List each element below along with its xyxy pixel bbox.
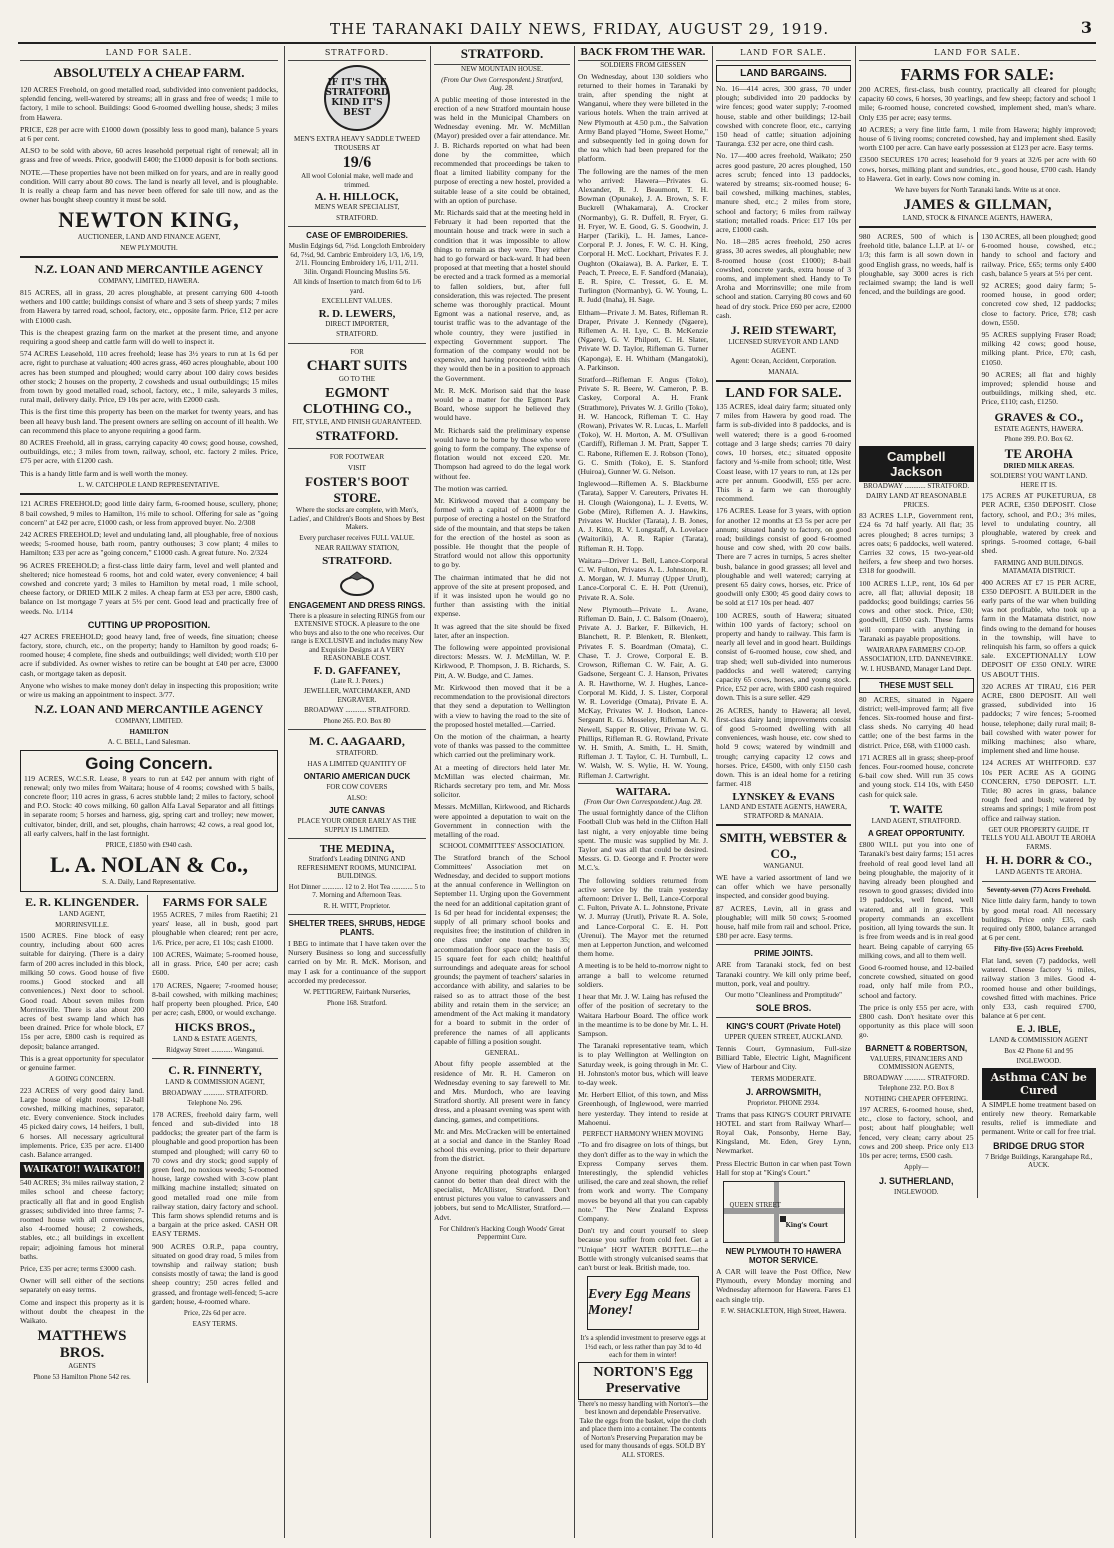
ad-text: Price, £35 per acre; terms £3000 cash.: [20, 1264, 136, 1274]
ad-text: It's a splendid investment to preserve eggs at 1½d each, or less rather than pay 3d to 4d each for them in winter!: [580, 1334, 706, 1360]
ad-text: Come and inspect this property as it is without doubt the cheapest in the Waikato.: [20, 1297, 145, 1326]
firm-phone: Box 42 Phone 61 and 95: [1004, 1046, 1074, 1055]
article-text: "To and fro disagree on lots of things, but they don't differ as to the way in which the Express Company serves them. Interestingly, the splendid vehicles utilised, the care and zeal shown, the relief from work and worry. The Company moves be beyond all that you can capably note." The New Zealand Express Company.: [578, 1140, 708, 1224]
article-text: The following were appointed provisional directors: Messrs. W. J. McMillan, W. P. Kirkwood, P. Thompson, J. B. Richards, S. Pitt, A. W. Budge, and C. James.: [434, 643, 570, 680]
ad-text: FIT, STYLE, AND FINISH GUARANTEED.: [292, 417, 422, 426]
signature: F. W. SHACKLETON, High Street, Hawera.: [720, 1306, 847, 1315]
firm-name: Campbell Jackson: [859, 446, 974, 482]
firm-name: J. REID STEWART,: [730, 323, 837, 338]
ad-text: Anyone who wishes to make money don't delay in inspecting this proposition; write or wire us making an appointment to inspect. 3/77.: [20, 680, 278, 699]
ad-text: We have buyers for North Taranaki lands. Write us at once.: [894, 186, 1061, 195]
ad-text: 427 ACRES FREEHOLD; good heavy land, free of weeds, fine situation; cheese factory, store, church, etc., on the property; handy to Hamilton by good roads; 6-roomed house; 4 complete, fine sheds and outbuildings; well divided; worth £10 per acre if subdivided. As owner wishes to retire can be bought at £40 per acre, £3000 cash, or mortgage taken as deposit.: [20, 631, 278, 678]
ad-text: Trams that pass KING'S COURT PRIVATE HOTEL and start from Railway Wharf—Royal Oak, Ponsonby, Herne Bay, Kingsland, Mt. Eden, Grey Lynn, Newmarket.: [716, 1109, 851, 1156]
ad-text: VISIT: [348, 463, 366, 472]
column-heading: LAND FOR SALE.: [20, 46, 278, 61]
firm-subtitle: LAND, STOCK & FINANCE AGENTS, HAWERA,: [902, 213, 1053, 222]
ad-text: 223 ACRES of very good dairy land. Large house of eight rooms; 12-ball cowshed, milking machines, separator, etc. Every convenience. Stock includes 45 picked dairy cows, 14 heifers, 1 bull, 6 horses. All necessary agricultural implements. Price, £35 per acre. £1400 cash. Balance arranged.: [20, 1085, 145, 1160]
firm-subtitle: LICENSED SURVEYOR AND LAND AGENT.: [728, 338, 839, 355]
article-text: Mr. Richards said the preliminary expense would have to be borne by those who were going to form the company. The expense of flotation would not exceed £20. Mr. Thompson had agreed to do the legal work without fee.: [434, 425, 570, 481]
firm-subtitle: AGENTS: [68, 1362, 96, 1371]
firm-name: N.Z. LOAN AND MERCANTILE AGENCY: [34, 702, 264, 717]
firm-subtitle: LAND AND ESTATE AGENTS, HAWERA, STRATFORD & MANAIA.: [720, 803, 847, 820]
firm-name: BRIDGE DRUG STOR: [993, 1140, 1085, 1151]
firm-subtitle: LAND & COMMISSION AGENT,: [165, 1078, 265, 1087]
firm-phone: Phone 168. Stratford.: [327, 998, 387, 1007]
firm-town: NEW PLYMOUTH.: [120, 243, 178, 252]
firm-town: INGLEWOOD.: [1016, 1057, 1061, 1066]
ad-text: No. 16—414 acres, 300 grass, 70 under plough; subdivided into 20 paddocks by wire fences; good water supply; 7-roomed house, stable and other buildings; 12-bail cowshed with concrete floor, etc., carrying 150 head of cattle; situation adjoining Tauranga. £32 per acre, one third cash.: [716, 84, 851, 149]
firm-subtitle: LAND & COMMISSION AGENT: [989, 1036, 1088, 1045]
ad-title: NOTHING CHEAPER OFFERING.: [864, 1094, 968, 1103]
ad-title: CASE OF EMBROIDERIES.: [306, 231, 408, 240]
ad-text: Where the stocks are complete, with Men's, Ladies', and Children's Boots and Shoes by Best Makers.: [289, 506, 425, 531]
ad-text: All wool Colonial make, well made and trimmed.: [301, 172, 413, 189]
signature: W. I. HUSBAND, Manager Land Dept.: [860, 665, 972, 674]
firm-name: J. ARROWSMITH,: [745, 1087, 822, 1098]
firm-name: T. WAITE: [889, 801, 943, 816]
firm-name: N.Z. LOAN AND MERCANTILE AGENCY: [34, 262, 264, 277]
ad-price: PRICE, £1850 with £940 cash.: [105, 841, 193, 850]
article-text: The motion was carried.: [434, 483, 508, 493]
firm-name: GRAVES & CO.,: [994, 409, 1083, 424]
article-text: Inglewood—Riflemen A. S. Blackburne (Tarata), Sapper V. Careuters, Privates H. H. Clough (Waiongona), L. J. Evetts, W. Gobe (Mire), Riflemen A. J. Hawkins, Privates W. Huckler (Tarata), J. B. Jones, A. J. Kitto, R. V. Longstaff, A. Lovelace (Waitoriki), A. R. Rapier (Tarata), Rifleman R. H. Topp.: [578, 479, 708, 553]
article-text: The Stratford branch of the School Committees' Association met on Wednesday, and decided to support motions at the annual conference in Wellington on September 11. Urging upon the Government the need for an additional capitation grant of 1s 6d per head for incidental expenses; the supply of all primary school books and requisites free; the institution of children in one class under one teacher to 35; accommodation floor space on the basis of 15 square feet for each child; healthful surroundings and adequate areas for school grounds; the payment of teachers' salaries in accordance with ability, and salaries to be raised so as to attract those of the best ability and retain them in the service; an amendment of the Act making it mandatory for a board to submit in the order of preference the names of all applicants capable of filling a position sought.: [434, 852, 570, 1046]
ad-text: TERMS MODERATE.: [751, 1074, 816, 1083]
ad-text: 130 ACRES, all been ploughed; good 6-roomed house, cowshed, etc.; handy to school and factory and railway. Price, £65; terms only £400 cash, balance 5 years at 5½ per cent.: [981, 232, 1096, 278]
ad-text: This is the first time this property has been on the market for twenty years, and has been all heavy bush land. The present owners are selling on account of ill health. We can recommend this place to anyone requiring a good farm.: [20, 407, 278, 435]
firm-name: BARNETT & ROBERTSON,: [865, 1043, 968, 1053]
ad-price: 19/6: [342, 154, 372, 171]
article-text: Mr. Kirkwood moved that a company be formed with a capital of £4000 for the purpose of erecting a hostel on the Stratford side of the mountain, and that steps be taken for the erection of the hostel as soon as possible. He thought that the people of Stratford would not allow this opportunity to go by.: [434, 496, 570, 570]
ad-text: 83 ACRES L.I.P., Government rent, £24 6s 7d half yearly. All flat; 35 acres ploughed; 8 acres turnips; 3 acres oats; 6 paddocks, well watered. Carries 32 cows, 15 two-year-old heifers, a few sheep and two horses. £318 for goodwill.: [859, 511, 974, 576]
column-land-for-sale-1: [20, 46, 278, 1538]
firm-subtitle: LAND AGENT,: [59, 910, 105, 919]
street: [774, 1182, 779, 1242]
firm-address: BROADWAY ............ STRATFORD.: [863, 481, 970, 490]
ad-text: 980 ACRES, 500 of which is freehold title, balance L.I.P. at 1/- or 1/3; this farm is all sown down in good English grass, no weeds, half is ploughable, say 3000 acres is rich reclaimed swamp; the land is well fenced, and the buildings are good.: [859, 232, 974, 297]
ad-text: NEAR RAILWAY STATION,: [315, 544, 399, 552]
ad-text: 400 ACRES AT £7 15 PER ACRE, £350 DEPOSIT. A BUILDER in the early parts of the war when building was not profitable, who took up a farm in the Matamata district, now finds owing to the demand for houses in the township, will have to relinquish his farm, so offers a quick sale. EXCEPTIONALLY LOW DEPOSIT OF £350 ONLY. WIRE US ABOUT THIS.: [981, 577, 1096, 679]
subheading: PERFECT HARMONY WHEN MOVING: [582, 1129, 704, 1138]
article-text: Mr. R. McK. Morison said that the lease would be a matter for the Egmont Park Board, whose support he believed they would have.: [434, 385, 570, 423]
ad-text: A CAR will leave the Post Office, New Plymouth, every Monday morning and Wednesday afternoon for Hawera. Fares £1 each single trip.: [716, 1266, 851, 1304]
firm-town: HAMILTON: [129, 727, 169, 736]
article-text: Messrs. McMillan, Kirkwood, and Richards were appointed a deputation to wait on the Government in connection with the metalling of the road.: [434, 802, 570, 839]
column-heading: LAND FOR SALE.: [716, 46, 851, 61]
ad-text: 178 ACRES, freehold dairy farm, well fenced and sub-divided into 18 paddocks; the greater part of the farm is ploughable and good proportion has been stumped and ploughed; will carry 60 to 70 cows and dry stock; good supply of green feed, no noxious weeds; 5-roomed house, large cowshed with 3-cow plant milking machine installed; situated on good metalled road one mile from railway station, dairy factory and school. This farm shows splendid returns and is a bargain at the price asked. CASH OR EASY TERMS.: [152, 1109, 278, 1239]
firm-name: E. J. IBLE,: [1016, 1024, 1061, 1035]
ad-text: ALSO:: [346, 793, 368, 802]
column-stratford-news: [434, 46, 570, 1538]
firm-subtitle: S. A. Daily, Land Representative.: [102, 877, 196, 886]
ad-title: FARMS FOR SALE:: [900, 65, 1055, 84]
article-text: The chairman intimated that he did not approve of the site at present proposed, and if it was insisted upon he would go no further than assisting with the initial expense.: [434, 572, 570, 619]
subheading: NEW MOUNTAIN HOUSE.: [461, 65, 543, 73]
ad-title: SHELTER TREES, SHRUBS, HEDGE PLANTS.: [288, 919, 426, 937]
ad-text: 1500 ACRES. Fine block of easy country, including about 600 acres suitable for dairying. (There is a dairy farm of 200 acres included in this block, milking 50 cows. Good house of five rooms.) Good stocked and all conveniences.) Next door to school. Good road. About seven miles from Morrinsville. There is also about 200 acres of best swamp land which has been drained. Price for whole block, £7 15s per acre, £800 cash is required as deposit; balance arranged.: [20, 931, 145, 1051]
farms-for-sale-ad: [152, 895, 278, 1383]
firm-name: C. R. FINNERTY,: [168, 1063, 262, 1078]
firm-subtitle: AUCTIONEER, LAND AND FINANCE AGENT,: [77, 233, 221, 242]
ad-text: Muslin Edgings 6d, 7½d. Longcloth Embroidery 6d, 7½d, 9d. Cambric Embroidery 1/3, 1/6, 1/9, 2/11. Flouncing Embroidery 1/6, 1/11, 2/11. 3ilin. Organdi Flouncing Muslins 5/6.: [288, 242, 426, 276]
firm-name: EGMONT CLOTHING CO.,: [302, 385, 412, 417]
firm-name: NEWTON KING,: [58, 207, 240, 233]
ad-text: No. 17—400 acres freehold, Waikato; 250 acres good pasture, 20 acres ploughed, 150 acres scrub; fenced into 13 paddocks, watered by streams; six-roomed house; 6-bail cowshed, milking machines, stables, manure shed, etc.; 2 miles from store, school and factory; 6 miles from railway station; metalled roads. Price: £17 10s per acre, £1000 cash.: [716, 151, 851, 235]
ad-text: Tennis Court, Gymnasium, Full-size Billiard Table, Electric Light, Magnificent View of Harbour and City.: [716, 1043, 851, 1072]
ad-text: Press Electric Button in car when past Town Hall for stop at "King's Court.": [716, 1158, 851, 1177]
article-text: The following soldiers returned from active service by the train yesterday afternoon: Driver L. Bell, Lance-Corporal C. Fulton, Private A. L. Johnstone, Private W. J. Murray (Urutl), Private R. A. Sole, and Lance-Corporal C. E. H. Pott (Urenui). The Mayor met the returned men at Lepperton Junction, and welcomed them home.: [578, 875, 708, 959]
ad-text: EXCELLENT VALUES.: [321, 297, 393, 305]
ad-title: TE AROHA: [1004, 445, 1073, 461]
ad-text: Every purchaser receives FULL VALUE.: [299, 533, 415, 542]
ad-text: This is a handy little farm and is well worth the money.: [20, 468, 188, 478]
column-heading: STRATFORD.: [288, 46, 426, 61]
subheading: FARMING AND BUILDINGS. MATAMATA DISTRICT.: [993, 558, 1084, 576]
firm-town: WANGANUI.: [763, 862, 804, 871]
signature: W. PETTIGREW, Fairbank Nurseries,: [303, 988, 411, 997]
ad-text: 135 ACRES, ideal dairy farm; situated only 7 miles from Hawera by good road. The farm is sub-divided into 8 paddocks, and is well watered; there is a good 6-roomed cottage and 3 large sheds; carries 70 dairy cows, 10 horses, etc.; situated opposite factory and ¼-mile from school; title, West Coast lease, with 17 years to run, at 12s per acre per annum. Goodwill, £55 per acre. This is a farm we can thoroughly recommend.: [716, 402, 851, 504]
ad-text: 1955 ACRES, 7 miles from Raetihi; 21 years' lease, all in bush, good part ploughable when cleared; rent per acre, 1/6. Price, per acre, £1 10s; cash £1000.: [152, 910, 278, 947]
ad-text: Our motto "Cleanliness and Promptitude": [725, 990, 842, 999]
ad-title: THESE MUST SELL: [859, 678, 974, 693]
ad-text: GET OUR PROPERTY GUIDE. IT TELLS YOU ALL ABOUT TE AROHA FARMS.: [981, 825, 1096, 851]
ad-title: NEW PLYMOUTH TO HAWERA MOTOR SERVICE.: [725, 1246, 842, 1265]
ad-text: 80 ACRES Freehold, all in grass, carrying capacity 40 cows; good house, cowshed, outbuildings, etc.; 3 miles from town, railway, school, etc. factory 2 miles. Price, £75 per acre, with £1200 cash.: [20, 437, 278, 466]
ad-text: £3500 SECURES 170 acres; leasehold for 9 years at 32/6 per acre with 60 cows, horses, milking plant and sundries, etc., good house, £700 cash. Handy to Hawera. Get in early. Cows now coming in.: [859, 155, 1096, 183]
ad-text: FOR COW COVERS: [326, 783, 388, 791]
firm-subtitle: LAND AGENTS TE AROHA.: [995, 868, 1083, 877]
page-number: 3: [1080, 18, 1092, 37]
ad-text: 26 ACRES, handy to Hawera; all level, first-class dairy land; improvements consist of good 5-roomed dwelling with all conveniences, wash house, etc. cow shed to hold 9 cows; watered by windmill and trough; carrying capacity 12 cows and horses. Price, £4500, with only £150 cash down. This is an ideal home for a retiring farmer. 418: [716, 705, 851, 789]
article-text: Don't try and court yourself to sleep because you suffer from cold feet. Get a "Unique" HOT WATER BOTTLE—the Bottle with strongly vulcanised seams that can't burst or leak. British made, too.: [578, 1226, 708, 1273]
firm-town: MANAIA.: [768, 367, 799, 376]
firm-town: MORRINSVILLE.: [55, 920, 109, 929]
map-label: QUEEN STREET: [729, 1201, 781, 1209]
stratford-kind-logo: IF IT'S THE STRATFORD KIND IT'S BEST: [324, 65, 390, 131]
firm-name: L. A. NOLAN & Co.,: [49, 851, 248, 877]
ad-title: FARMS FOR SALE: [162, 895, 268, 910]
firm-subtitle: MEN'S WEAR SPECIALIST,: [314, 203, 400, 211]
ad-text: There is a pleasure in selecting RINGS from our EXTENSIVE STOCK. A pleasure to the one who buys and also to the one who receives. Our range is EXCLUSIVE and includes many New and Exquisite Designs at A VERY REASONABLE COST.: [289, 611, 425, 662]
article-text: I hear that Mr. J. W. Laing has refused the offer of the position of secretary to the Waitara Harbour Board. The office work in the meantime is to be done by Mr. L. H. Sampson.: [578, 992, 708, 1038]
ad-price: Price, 22s 6d per acre.: [183, 1309, 247, 1318]
article-text: A public meeting of those interested in the erection of a new Stratford mountain house was held in the Municipal Chambers on Wednesday evening. Mr. W. McMillan (Mayor) presided over a fair attendance. Mr. J. B. Richards reported on what had been done by the committee, which recommended that proceedings be taken to float a limited liability company for the purpose of erecting a new hostel, provided a suitable lease of a site could be obtained, with an option of purchase.: [434, 94, 570, 205]
ad-text: The price is only £55 per acre, with £800 cash. Don't hesitate over this opportunity as this place will soon go.: [859, 1002, 974, 1040]
ad-text: Good 6-roomed house, and 12-bailed concrete cowshed, situated on good road, only half mile from P.O., school and factory.: [859, 962, 974, 1000]
firm-name: SOLE BROS.: [755, 1003, 812, 1014]
article-text: Mr. and Mrs. McCracken will be entertained at a social and dance in the Stanley Road school this evening, prior to their departure from the district.: [434, 1126, 570, 1164]
firm-phone: Phone 399. P.O. Box 62.: [1004, 435, 1074, 444]
firm-town: STRATFORD.: [315, 428, 399, 443]
column-divider: [712, 46, 713, 1538]
ad-text: FOR FOOTWEAR: [329, 453, 385, 461]
ad-text: 87 ACRES, Levin, all in grass and ploughable; will milk 50 cows; 5-roomed house, half mile from rail and school. Price, £80 per acre. Easy terms.: [716, 903, 851, 941]
ad-title: A GREAT OPPORTUNITY.: [868, 829, 965, 839]
subheading: CUTTING UP PROPOSITION.: [87, 619, 211, 630]
ad-text: 96 ACRES FREEHOLD; a first-class little dairy farm, level and well planted and sheltered; nice homestead 6 rooms, hot and cold water, every convenience; 4 bail cowshed and concrete yard; 3 miles to Hamilton by metal road, 1 mile school, cheese factory, or DRIED MILK 2 miles. A cheap farm at £53 per acre, £800 cash, balance on 1st mortgage 7 years at 5½ per cent. Good lead and practically free of weeds. No. 1/114: [20, 560, 278, 616]
ad-text: 320 ACRES AT TIRAU, £16 PER ACRE, £800 DEPOSIT. All well grassed, subdivided into 16 paddocks; 7 wire fences; 5-roomed house, telephone; daily rural mail; 8-bail cowshed with water power for milking machines; also whare, implement shed and lime house.: [981, 681, 1096, 756]
firm-name: F. D. GAFFANEY,: [313, 664, 401, 677]
firm-phone: Telephone No. 296.: [187, 1099, 243, 1108]
article-text: The usual fortnightly dance of the Clifton Football Club was held in the Clifton Hall last night, a very enjoyable time being spent. The music was supplied by Mr. J. Taylor and was all that could be desired. Messrs. G. D. George and F. Procter were M.C.'s.: [578, 808, 708, 873]
article-text: Eltham—Private J. M. Bates, Rifleman R. Draper, Private J. Kennedy (Ngaere), Riflemen A. H. Lye, C. B. McKenzie (Ngaere), G. V. Philpott, C. H. Slater, Private W. D. Taylor, Rifleman G. Turner (Kaponga), E. H. Whitham (Mangatoki), A. Parkinson.: [578, 307, 708, 372]
ad-title: JUTE CANVAS: [329, 806, 385, 815]
ad-text: £800 WILL put you into one of Taranaki's best dairy farms; 151 acres freehold of real good level land all being ploughable, the majority of it having already been ploughed and resown to good grasses; divided into 19 paddocks, well fenced, well watered, and all in grass. This property commands an excellent position, all lying towards the sun. It is free from weeds and is in real good heart. Being capable of carrying 65 milking cows, and all to them well.: [859, 840, 974, 960]
ad-text: 80 ACRES, situated in Ngaere district; well-improved farm; all five fences. Six-roomed house and first-class sheds. No carrying 40 head cattle; one of the best farms in the district. Price, £68, with £1000 cash.: [859, 694, 974, 750]
firm-address: BROADWAY ............ STRATFORD.: [304, 706, 410, 714]
firm-name: THE MEDINA,: [319, 843, 395, 855]
article-text: The following are the names of the men who arrived: Hawera—Privates G. Alexander, R. J. Beaumont, T. H. Bowman (Opunake), J. A. Brown, S. F. Buckrell (Whakamara), A. Crocker (Normanby), G. R. Duffell, R. Fryer, G. H. Fryer, W. E. Good, G. S. Goodwin, J. Harper (Tariki), L. H. James, Lance-Corporal P. J. Jones, F. W. C. H. King, Corporal H. McC. Lockhart, Privates F. J. Oughton (Okaiawa), B. A. Parker, E. T. Peach, T. Preece, E. F. Sandford (Manaia), E. R. Spire, C. Tresset, G. E. M. Turlington (Normanby), G. W. Young, L. R. Judd (Inaha), H. Sage.: [578, 166, 708, 305]
firm-address: 7 Bridge Buildings, Karangahape Rd., AUCK.: [985, 1152, 1093, 1170]
firm-subtitle: Proprietor. PHONE 2934.: [747, 1099, 820, 1108]
ad-text: 200 ACRES, first-class, bush country, practically all cleared for plough; capacity 60 cows, 6 horses, 30 yearlings, and few sheep; factory and school 1 mile; 6-roomed house, concreted cowshed, implement shed, man's whare. Only £35 per acre; easy terms.: [859, 85, 1096, 122]
ad-text: ALSO to be sold with above, 60 acres leasehold perpetual right of renewal; all in grass and free of weeds. Price, goodwill £400; the £1000 deposit is for both sections.: [20, 146, 278, 165]
headline: ABSOLUTELY A CHEAP FARM.: [53, 65, 245, 80]
ad-title: ENGAGEMENT AND DRESS RINGS.: [288, 600, 426, 610]
firm-town: INGLEWOOD.: [893, 1187, 939, 1196]
firm-town: STRATFORD.: [336, 749, 378, 757]
ad-title: KING'S COURT (Private Hotel): [726, 1022, 841, 1032]
article-text: New Plymouth—Private L. Avane, Rifleman D. Bain, J. C. Balsom (Onaero), Private A. J. Barker, F. Bilkevich, H. Blanchett, R. P. Blenkett, R. Blenkett, Privates F. S. Boardman (Omata), C. Chase, T. J. Crowe, Corporal E. B. Crowson, Rifleman C. W. Fair, A. G. Gadsone, Sergeant C. J. Hanson, Privates A. R. Hawthorne, W. J. Hughes, Lance-Corporal M. Kidd, J. S. Lister, Corporal W. R. Loveridge (Omata), Private E. A. McKay, Privates W. J. Hodson, Lance-Sergeant R. G. Mosseley, Rifleman A. N. Newell, Sapper R. Oliver, Private W. G. Phillips, Rifleman R. G. Rowland, Private W. H. Smith, A. Smith, L. H. Smith, Rifleman J. T. Taylor, C. H. Turnbull, L. W. Walsh, W. S. Wylie, H. W. Young, Rifleman J. Cartwright.: [578, 604, 708, 780]
column-divider: [574, 46, 575, 1538]
ad-text: 170 ACRES, Ngaere; 7-roomed house; 8-bail cowshed, with milking machines; half property been ploughed. Price, £40 per acre; cash, £800, or would exchange.: [152, 980, 278, 1018]
ad-text: FOR: [350, 347, 364, 356]
firm-subtitle: LAND AGENT, STRATFORD.: [871, 816, 961, 825]
firm-address: BROADWAY ............ STRATFORD.: [162, 1088, 268, 1097]
firm-phone: Phone 265. P.O. Box 80: [323, 716, 391, 725]
firm-trade: JEWELLER, WATCHMAKER, AND ENGRAVER.: [303, 687, 411, 704]
article-text: Mr. Richards said that at the meeting held in February it had been reported that the mountain house and track were in such a condition that it was impossible to allow things to remain as they were. They either had to go forward or back-ward. It had been proposed at that meeting that a hostel should be erected and a track formed as a memorial to fallen soldiers, but, after full consideration, this was rejected. The present scheme was thoroughly practical. Mount Egmont was a national reserve, and, as tourist traffic was to the advantage of the whole country, they were justified in expecting Government support. The formation of the company would not be expensive, and having proceeded with this they would then be in a position to approach the Government.: [434, 207, 570, 383]
firm-name: A. H. HILLOCK,: [315, 191, 399, 203]
ad-title: DAIRY LAND AT REASONABLE PRICES.: [865, 492, 967, 509]
article-text: It was agreed that the site should be fixed later, after an inspection.: [434, 621, 570, 640]
firm-name: SMITH, WEBSTER & CO.,: [719, 830, 848, 862]
firm-subtitle: COMPANY, LIMITED, HAWERA.: [98, 277, 200, 286]
column-land-for-sale-2: [716, 46, 851, 1538]
firm-subtitle: DIRECT IMPORTER,: [325, 319, 389, 328]
ad-text: HAS A LIMITED QUANTITY OF: [307, 759, 407, 768]
ad-text: 90 ACRES; all flat and highly improved; splendid house and outbuildings, milking shed, etc. Price, £110; cash, £1250.: [981, 369, 1096, 407]
ad-text: A SIMPLE home treatment based on entirely new theory. Remarkable results, relief is immediate and permanent. Write or call for free trial.: [981, 1099, 1096, 1137]
ad-title: Every Egg Means Money!: [588, 1287, 691, 1319]
map-label: King's Court: [785, 1221, 828, 1229]
asthma-ad-title: Asthma CAN be Cured: [982, 1068, 1097, 1100]
ad-text: 124 ACRES AT WHITFORD. £37 10s PER ACRE AS A GOING CONCERN, £750 DEPOSIT. L.T. Title; 80 acres in grass, balance rough feed and bush; watered by streams and springs; 1 mile from post office and railway station.: [981, 758, 1096, 823]
ad-subtitle: DRIED MILK AREAS.: [1003, 461, 1075, 470]
column-divider: [855, 46, 856, 1538]
firm-name: R. D. LEWERS,: [318, 307, 396, 320]
ad-text: PLACE YOUR ORDER EARLY AS THE SUPPLY IS LIMITED.: [297, 817, 417, 834]
masthead-title: THE TARANAKI DAILY NEWS, FRIDAY, AUGUST 29, 1919.: [330, 20, 830, 38]
firm-name: H. H. DORR & CO.,: [985, 853, 1092, 868]
firm-name: JAMES & GILLMAN,: [903, 196, 1052, 213]
ad-text: Flat land, seven (7) paddocks, well watered. Cheese factory ¼ miles, railway station 3 miles. Good 4-roomed house and other buildings, cowshed fitted with machines. Price only £33, cash required £700, balance at 6 per cent.: [981, 955, 1096, 1021]
column-back-from-war: [578, 46, 708, 1538]
column-land-for-sale-3: [859, 46, 1096, 1538]
ad-text: No. 18—285 acres freehold, 250 acres grass, 30 acres swedes, all ploughable; new 8-roomed house (cost £1000); 8-bail cowshed, concrete yards, extra house of 3 rooms, and implement shed. Handy to Te Aroha and Morrinsville; one mile from school and station. Carrying 80 cows and 60 head of dry stock. Price £60 per acre, £2000 cash.: [716, 237, 851, 320]
article-text: Stratford—Rifleman F. Angus (Toko), Private S. R. Beere, W. Cameron, P. B. Caskey, Corporal A. H. Frank (Strathmore), Privates W. J. Grillo (Toko), H. W. Hancock, Rifleman T. C. Hay (Rowan), Privates W. R. Lucas, L. Marfell (Toko), W. H. Morton, A. M. O'Sullivan (Cardiff), Rifleman J. M. Pratt, Sapper T. C. Rabone, Riflemen E. J. Robson (Tono), G. C. Smith (Toko), E. S. Stanford (Huiroa), Gunner W. G. Nelson.: [578, 375, 708, 477]
nortons-logo: NORTON'S Egg Preservative: [578, 1362, 708, 1400]
firm-subtitle: LAND & ESTATE AGENTS,: [173, 1035, 257, 1044]
ad-text: 100 ACRES, Waimate; 5-roomed house, all in grass. Price, £40 per acre; cash £600.: [152, 949, 278, 978]
signature: L. W. CATCHPOLE LAND REPRESENTATIVE.: [78, 480, 220, 489]
firm-town: STRATFORD.: [322, 554, 392, 567]
firm-phone: Phone 53 Hamilton Phone 542 res.: [33, 1372, 131, 1381]
ad-title: LAND BARGAINS.: [716, 65, 851, 82]
ad-text: 92 ACRES; good dairy farm; 5-roomed house, in good order; concreted cow shed, 12 paddocks; close to factory. Price, £78; cash down, £550.: [981, 281, 1096, 327]
every-egg-ad: [587, 1276, 699, 1330]
ad-text: 40 ACRES; a very fine little farm, 1 mile from Hawera; highly improved; house of 6 living rooms; concreted cowshed, hay and implement shed. Easily worth £100 per acre. Can have early possession at £123 per acre. Easy terms.: [859, 124, 1096, 153]
going-concern-ad: [20, 750, 278, 892]
article-text: At a meeting of directors held later Mr. McMillan was elected chairman, Mr. Richards secretary pro tem, and Mr. Moss solicitor.: [434, 762, 570, 800]
article-text: On the motion of the chairman, a hearty vote of thanks was passed to the committee which carried out the preliminary work.: [434, 731, 570, 760]
firm-name: E. R. KLINGENDER.: [25, 895, 139, 910]
subheading: WAIKATO!! WAIKATO!!: [20, 1162, 144, 1178]
ad-text: ARE from Taranaki stock, fed on best Taranaki country. We kill only prime beef, mutton, pork, veal and poultry.: [716, 960, 851, 988]
firm-subtitle: VALUERS, FINANCIERS AND COMMISSION AGENTS,: [869, 1054, 963, 1072]
ad-text: Owner will sell either of the sections separately on easy terms.: [20, 1276, 145, 1295]
ad-text: This is a great opportunity for speculator or genuine farmer.: [20, 1053, 145, 1072]
klingender-ad: [20, 895, 148, 1383]
masthead-rule: [18, 42, 1096, 44]
article-text: Anyone requiring photographs enlarged cannot do better than deal direct with the specialist, McAllister, Stratford. Don't entrust pictures you value to canvassers and jobbers, but send to McAllister, Stratford.—Advt.: [434, 1166, 570, 1222]
subheading: SOLDIERS FROM GIESSEN: [600, 61, 686, 69]
column-divider: [430, 46, 431, 1538]
article-text: A meeting is to be held to-morrow night to arrange a ball to welcome returned soldiers.: [578, 961, 708, 989]
ad-text: I BEG to intimate that I have taken over the Nursery Business so long and successfully carried on by Mr. R. McK. Morison, and may I ask for a continuance of the support accorded my predecessor.: [288, 939, 426, 985]
subheading: GENERAL.: [484, 1048, 520, 1057]
ad-text: 176 ACRES. Lease for 3 years, with option for another 12 months at £3 5s per acre per annum; situated handy to factory, on good road; buildings consist of good 6-roomed house and cow shed, with 20 cow bails. There are 7 acres in turnips, 5 acres shelter bush, balance in good grasses; all level and ploughable and well watered; carrying at present 65 dairy cows, horses, etc. Price of goodwill only £300; 45 good dairy cows to be sold at £17 10s per head. 407: [716, 506, 851, 608]
ad-text: All kinds of Insertion to match from 6d to 1/6 yard.: [292, 278, 422, 295]
ad-text: There's no messy handling with Norton's—the best known and dependable Preservative. Take the eggs from the basket, wipe the cloth and place them into a container. The contents of Norton's Preserving Preparation may be used for many thousands of eggs. SOLD BY ALL STORES.: [578, 1399, 708, 1459]
firm-town: STRATFORD.: [336, 330, 378, 338]
ad-text: For Children's Hacking Cough Woods' Great Peppermint Cure.: [439, 1224, 565, 1242]
firm-subtitle: COMPANY, LIMITED.: [115, 717, 183, 726]
ad-text: 900 ACRES O.R.P., papa country, situated on good dray road, 5 miles from township and railway station; bush consists mostly of tawa; the land is good sheep country; 250 acres felled and grassed, and frontage well-fenced; 5-acre garden; house, 4-roomed whare.: [152, 1241, 278, 1306]
article-text: The Taranaki representative team, which is to play Wellington at Wellington on Saturday week, is going through in Mr. C. H. Johnston's motor bus, which will leave to-day week.: [578, 1041, 708, 1087]
ad-text: This is the cheapest grazing farm on the market at the present time, and anyone requiring a good sheep and cattle farm will do well to inspect it.: [20, 327, 278, 346]
firm-subtitle: Stratford's Leading DINING AND REFRESHMENT ROOMS, MUNICIPAL BUILDINGS.: [297, 855, 417, 880]
ad-text: Hot Dinner ............ 12 to 2. Hot Tea ............ 5 to 7. Morning and Afternoon Teas.: [288, 882, 426, 899]
ad-text: Apply—: [904, 1163, 929, 1172]
dateline: (From Our Own Correspondent.) Stratford, Aug. 28.: [441, 75, 563, 92]
firm-address: UPPER QUEEN STREET, AUCKLAND.: [724, 1033, 843, 1042]
firm-address: Ridgway Street ............ Wanganui.: [166, 1045, 264, 1054]
ad-text: 175 ACRES AT PUKETURUA, £8 PER ACRE, £350 DEPOSIT. Close factory, school, and P.O.; 3½ miles, level to undulating country, all ploughable, watered by creek and springs. 5-roomed cottage, 6-bail shed.: [981, 491, 1096, 556]
ad-text: 121 ACRES FREEHOLD; good little dairy farm, 6-roomed house, scullery, phone; 8 bail cowshed, 9 miles to Hamilton, 1½ mile to school. Offering for sale as "going concern" at £42 per acre, £1000 cash, or less from approved buyer. No. 2/308: [20, 499, 278, 527]
masthead: [0, 0, 1114, 40]
ad-subtitle: SOLDIERS! YOU WANT LAND. HERE IT IS.: [990, 472, 1088, 489]
firm-name: HICKS BROS.,: [174, 1020, 256, 1035]
subheading: SCHOOL COMMITTEES' ASSOCIATION.: [439, 842, 565, 851]
firm-subtitle: ESTATE AGENTS, HAWERA.: [994, 424, 1084, 433]
signature: R. H. WITT, Proprietor.: [323, 901, 391, 910]
ad-text: 119 ACRES, W.C.S.R. Lease, 8 years to run at £42 per annum with right of renewal; only two miles from Waitara; house of 4 rooms; cowshed with 5 bails, concrete floor; 110 acres in grass, 6 acres stubble land; 2 miles to factory, school and P.O. Stock: 40 cows milking, 60 gallon Alfa Laval Separator and all fittings in separate room; 5 horses and harness, gig, spring cart and trolley; new mower, cultivator, binder, drill, and set, ploughs, chain harrows; 42 cows, a real good lot, all early calvers, half in the last fortnight.: [24, 773, 274, 838]
location-marker-icon: [780, 1216, 786, 1222]
signature: A. C. BELL, Land Salesman.: [107, 738, 191, 747]
ad-title: LAND FOR SALE.: [725, 386, 842, 402]
ad-text: NOTE.—These properties have not been milked on for years, and are in really good condition. Will carry about 80 cows. The land is nearly all level, and is ploughable. It is really a cheap farm and has never been offered for sale till now, and as the owner has bought sheep country it must be sold.: [20, 167, 278, 205]
article-text: On Wednesday, about 130 soldiers who returned to their homes in Taranaki by train, after spending the night at Wanganui, where they were billeted in the various hotels. When the train arrived at New Plymouth at 4.50 p.m., the Salvation Army Band played "Home, Sweet Home," and subsequently led in going down for the tea which had been prepared for the platform.: [578, 71, 708, 164]
column-divider: [284, 46, 285, 1538]
street-map: [723, 1181, 845, 1243]
ad-title: PRIME JOINTS.: [754, 949, 813, 959]
article-text: Waitara—Driver L. Bell, Lance-Corporal C. W. Fulton, Privates A. L. Johnstone, R. A. Morgan, W. J. Murray (Upper Urutl), Lance-Corporal C. E. H. Pott (Urenui), Private R. A. Sole.: [578, 555, 708, 602]
ad-text: 95 ACRES supplying Fraser Road; milking 42 cows; good house, milking plant. Price, £70; cash, £1050.: [981, 330, 1096, 367]
ad-text: 815 ACRES, all in grass, 20 acres ploughable, at present carrying 600 4-tooth wethers and 100 cattle; buildings consist of whare and 3 sets of sheep yards; 7 miles from Hawera by tarred road, school, factory, etc., opposite farm. Price, £12 per acre with £1000 cash.: [20, 287, 278, 325]
ad-title: ONTARIO AMERICAN DUCK: [303, 772, 411, 781]
firm-name: M. C. AAGAARD,: [309, 734, 405, 748]
column-heading: BACK FROM THE WAR.: [578, 46, 708, 61]
ad-text: WE have a varied assortment of land we can offer which we have personally inspected, and consider good buying.: [716, 872, 851, 901]
firm-name: J. SUTHERLAND,: [878, 1175, 954, 1186]
ad-text: 171 ACRES all in grass; sheep-proof fences. Four-roomed house, concrete 6-bail cow shed. Will run 35 cows and young stock. £14 10s, with £450 cash for quick sale.: [859, 752, 974, 799]
firm-town: STRATFORD.: [336, 213, 378, 222]
ad-text: 120 ACRES Freehold, on good metalled road, subdivided into convenient paddocks, splendid fencing, well-watered by streams; all in grass and free of weeds; 1 mile to factory, 1 mile to school. Buildings: Good 6-roomed dwelling house, sheds; 3 miles from Hawera.: [20, 85, 278, 122]
ad-title: Fifty-five (55) Acres Freehold.: [993, 945, 1084, 954]
ad-title: CHART SUITS: [306, 358, 408, 374]
ad-title: Seventy-seven (77) Acres Freehold.: [986, 885, 1091, 894]
firm-name: LYNSKEY & EVANS: [732, 791, 835, 804]
ad-text: PRICE, £28 per acre with £1000 down (possibly less to good man), balance 5 years at 6 per cent.: [20, 124, 278, 144]
ad-title: Going Concern.: [85, 753, 213, 773]
firm-subtitle: Agent: Ocean, Accident, Corporation.: [730, 357, 837, 366]
ad-text: 242 ACRES FREEHOLD; level and undulating land, all ploughable, free of noxious weeds; 5-roomed house, bath room, pantry outhouses; 3 cow plant; 4 miles to Hamilton; £33 per acre as "going concern," £1000 cash. A great future. No. 2/324: [20, 529, 278, 558]
firm-name: WAIRARAPA FARMERS' CO-OP. ASSOCIATION, LTD. DANNEVIRKE.: [859, 646, 973, 663]
column-heading: STRATFORD.: [434, 46, 570, 65]
article-text: Mr. Kirkwood then moved that it be a recommendation to the provisional directors that they send a deputation to Wellington with a view to having the road to the site of the proposed hostel metalled.—Carried.: [434, 682, 570, 729]
firm-name: FOSTER'S BOOT STORE.: [305, 474, 409, 505]
ad-text: 197 ACRES, 6-roomed house, shed, etc., close to factory, school, and post; about half ploughable; well fenced, very clean; carry about 25 cows and 200 sheep. Price only £13 10s per acre; terms, £500 cash.: [859, 1105, 974, 1161]
ad-terms: EASY TERMS.: [192, 1319, 238, 1328]
ad-text: 100 ACRES, south of Hawera; situated within 100 yards of factory; school on property and handy to railway. This farm is nearly all level and in good heart. Buildings consist of 6-roomed house, cow shed, and trap shed; well sub-divided into numerous paddocks and well watered; carrying capacity 65 cows, horses, and young stock. Price, £52 per acre, with £800 cash required down. This is a sure seller. 429: [716, 610, 851, 703]
firm-subtitle: (Late R. J. Peters.): [330, 676, 384, 685]
column-stratford-ads: [288, 46, 426, 1538]
dateline: (From Our Own Correspondent.) Aug. 28.: [583, 797, 703, 806]
ad-text: 100 ACRES L.I.P., rent, 10s 6d per acre, all flat; alluvial deposit; 18 paddocks; good buildings; carries 56 cows and other stock. Price, £30; goodwill, £1050 cash. These farms will compare with anything in Taranaki as payable propositions.: [859, 578, 974, 643]
section-heading: WAITARA.: [578, 783, 708, 798]
column-heading: LAND FOR SALE.: [859, 46, 1096, 61]
firm-address: BROADWAY ............ STRATFORD.: [863, 1073, 970, 1082]
ring-icon: [337, 571, 377, 597]
firm-phone: Telephone 232. P.O. Box 8: [878, 1084, 954, 1093]
ad-text: GO TO THE: [338, 375, 376, 383]
firm-name: MATTHEWS BROS.: [37, 1328, 127, 1362]
ad-text: 574 ACRES Leasehold, 110 acres freehold; lease has 3½ years to run at 1s 6d per acre, right to purchase at valuation; 400 acres grass, 460 acres ploughable, about 100 acres has been stumped and ploughed; would carry about 100 dairy cows besides other stock; 2 houses on the property, 2 cowsheds and usual outbuildings; 15 miles from town by good metalled road, school, factory, etc., 1 mile, saleyards 3 miles, rural mail, delivery daily. Price, £9 10s per acre, with £2000 cash.: [20, 349, 278, 405]
ad-text: 540 ACRES; 3¼ miles railway station, 2 miles school and cheese factory; practically all flat and in good English grasses; subdivided into three farms; 7-roomed house with all conveniences, also 4-roomed house; 2 cowsheds, stables, etc.; all buildings in excellent repair; adjoining famous hot mineral baths.: [20, 1178, 145, 1261]
article-text: Mr. Herbert Elliot, of this town, and Miss Greenhough, of Inglewood, were married here yesterday. They intend to reside at Mahoenui.: [578, 1090, 708, 1127]
article-text: About fifty people assembled at the residence of Mr. R. H. Cameron on Wednesday evening to say farewell to Mr. and Mrs. Murdoch, who are leaving Stratford shortly. All present were in fancy dress, and a pleasant evening was spent with dancing, games, and competitions.: [434, 1059, 570, 1124]
ad-text: Nice little dairy farm, handy to town by good metal road. All necessary buildings. Price only £35, cash required only £800, balance arranged at 6 per cent.: [981, 896, 1096, 943]
ad-text: MEN'S EXTRA HEAVY SADDLE TWEED TROUSERS AT: [294, 135, 420, 152]
subheading: A GOING CONCERN.: [49, 1075, 115, 1084]
